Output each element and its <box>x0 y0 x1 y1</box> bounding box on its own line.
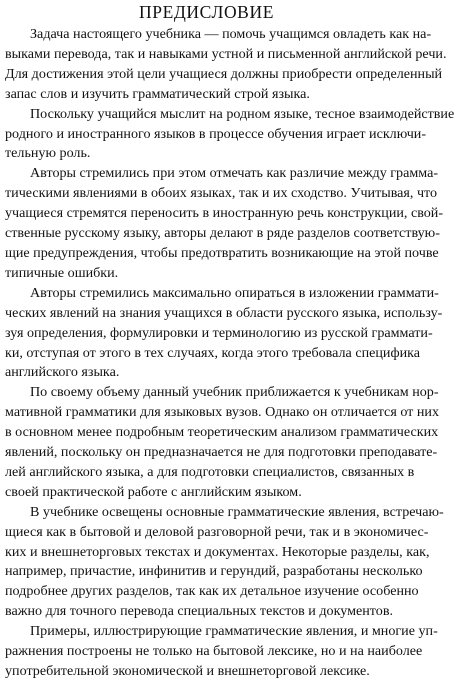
text-line: мативной грамматики для языковых вузов. Однако он отличается от них <box>5 404 439 421</box>
text-line: выками перевода, так и навыками устной и письменной английской речи. <box>5 45 447 62</box>
text-line: Авторы стремились при этом отмечать как различие между грамма- <box>30 165 439 182</box>
text-line: английского языка. <box>5 364 120 381</box>
page-title: ПРЕДИСЛОВИЕ <box>139 2 274 22</box>
paragraph-1 <box>5 25 447 105</box>
text-line: ческих явлений на знания учащихся в области русского языка, использу- <box>5 304 443 321</box>
paragraph-7 <box>5 622 438 682</box>
text-line: явлений, поскольку он предназначается не для подготовки преподавате- <box>5 444 438 461</box>
text-line: лей английского языка, а для подготовки специалистов, связанных в <box>5 463 415 480</box>
text-line: подробнее других разделов, так как их детальное изучение особенно <box>5 583 419 600</box>
paragraph-5 <box>5 383 439 502</box>
text-line: в основном менее подробным теоретическим анализом грамматических <box>5 424 439 441</box>
text-line: употребительной экономической и внешнеторговой лексике. <box>5 663 370 679</box>
text-line: Для достижения этой цели учащиеся должны приобрести определенный <box>5 65 443 82</box>
text-line: например, причастие, инфинитив и герундий, разработаны несколько <box>5 563 423 580</box>
paragraph-4 <box>5 284 443 384</box>
text-line: учащиеся стремятся переносить в иностранную речь конструкции, свой- <box>5 205 444 222</box>
text-line: Авторы стремились максимально опираться в изложении граммати- <box>30 284 439 301</box>
text-line: родного и иностранного языков в процессе обучения играет исключи- <box>5 125 427 142</box>
paragraph-6 <box>5 503 444 622</box>
text-line: тельную роль. <box>5 145 91 162</box>
text-line: своей практической работе с английским языком. <box>5 483 302 500</box>
text-line: важно для точного перевода специальных текстов и документов. <box>5 603 393 620</box>
text-line: Задача настоящего учебника — помочь учащимся овладеть как на- <box>30 26 432 42</box>
paragraph-3 <box>5 164 444 283</box>
text-line: типичные ошибки. <box>5 264 119 281</box>
paragraph-2 <box>5 105 454 165</box>
text-line: Поскольку учащийся мыслит на родном языке, тесное взаимодействие <box>30 105 454 122</box>
text-line: ких и внешнеторговых текстах и документах. Некоторые разделы, как, <box>5 543 430 560</box>
text-line: запас слов и изучить грамматический строй языка. <box>5 85 310 102</box>
text-line: ражнения построены не только на бытовой лексике, но и на наиболее <box>5 643 423 660</box>
text-line: Примеры, иллюстрирующие грамматические явления, и многие уп- <box>30 623 438 640</box>
text-line: щие предупреждения, чтобы предотвратить возникающие на этой почве <box>5 244 439 261</box>
text-line: тическими явлениями в обоих языках, так и их сходство. Учитывая, что <box>5 185 438 202</box>
text-line: щиеся как в бытовой и деловой разговорной речи, так и в экономичес- <box>5 523 429 540</box>
text-line: По своему объему данный учебник приближается к учебникам нор- <box>30 384 439 401</box>
text-line: ки, отступая от этого в тех случаях, когда этого требовала специфика <box>5 344 421 361</box>
text-line: ственные русскому языку, авторы делают в ряде разделов соответствую- <box>5 225 440 242</box>
text-line: В учебнике освещены основные грамматические явления, встречаю- <box>30 503 444 520</box>
text-line: зуя определения, формулировки и терминологию из русской граммати- <box>5 324 433 341</box>
